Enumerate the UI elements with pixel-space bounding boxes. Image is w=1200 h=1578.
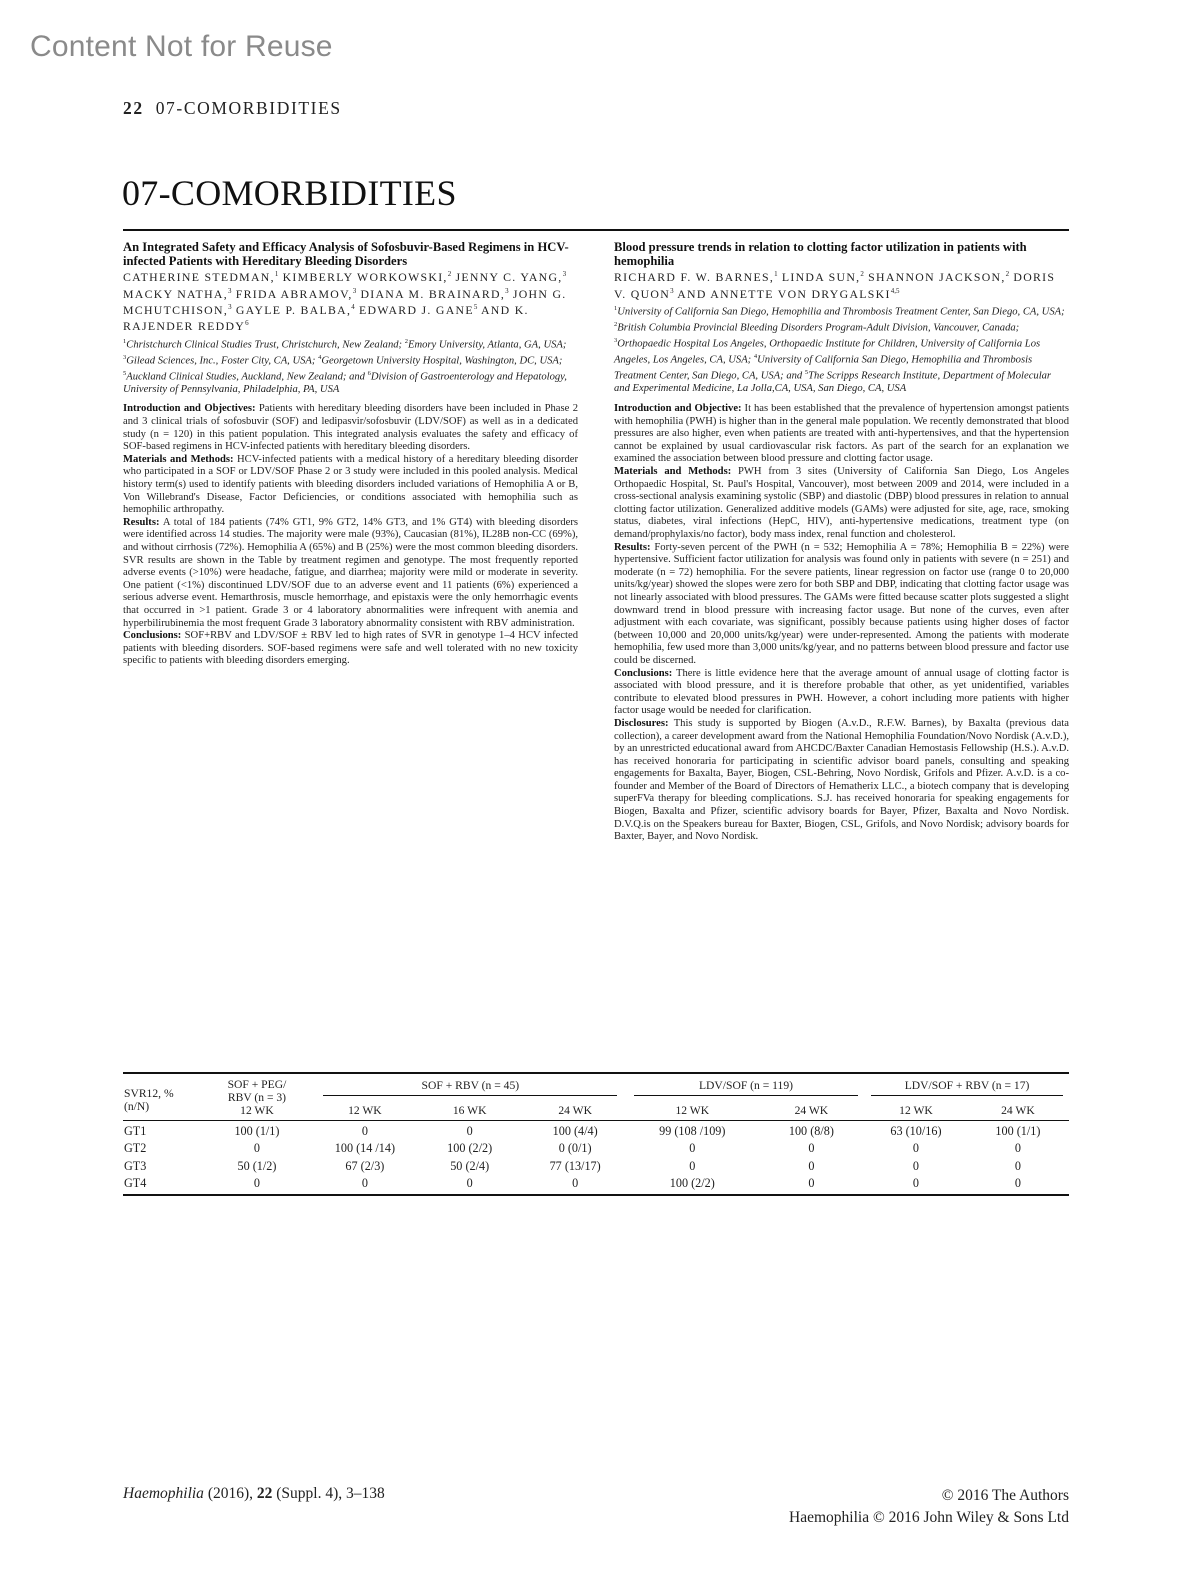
results-table [123,1072,1069,1196]
abstract-authors [614,268,1069,301]
abstract-affiliations [614,303,1069,396]
group-header [865,1074,1069,1096]
table-cell: 63 (10/16) [890,1123,942,1138]
journal-citation [123,1485,385,1503]
author-affil-marker: 6 [245,319,249,328]
affiliation-text: British Columbia Provincial Bleeding Disorders Program-Adult Division, Vancouver, Canada; [617,322,1020,334]
abstract-paragraph [614,668,1069,718]
group-header-label: SOF + RBV (n = 45) [323,1079,617,1096]
table-row [123,1174,1069,1192]
affiliation-marker: 3 [123,353,127,361]
table-cell: 0 [1014,1176,1021,1191]
affiliation-text: Georgetown University Hospital, Washington, DC, USA; [321,355,563,367]
table-cell: 0 (0/1) [558,1141,592,1156]
author-name: DORIS V. QUON [614,270,1056,301]
table-cell: 0 [689,1141,696,1156]
affiliation-text: University of California San Diego, Hemophilia and Thrombosis Treatment Center, San Diego, CA, USA; [617,306,1065,318]
paragraph-label: Introduction and Objective: [614,403,742,415]
table-cell: 0 [808,1141,815,1156]
copyright-publisher: Haemophilia © 2016 John Wiley & Sons Ltd [789,1509,1069,1526]
watermark: Content Not for Reuse [30,30,333,63]
table-cell: 67 (2/3) [345,1158,385,1173]
paragraph-label: Conclusions: [123,630,182,642]
table-cell: 100 (2/2) [447,1141,493,1156]
column-header: 24 WK [558,1104,592,1117]
group-header-label: SOF + PEG/ RBV (n = 3) [227,1078,287,1104]
affiliation-text: Emory University, Atlanta, GA, USA; [408,339,567,351]
paragraph-label: Introduction and Objectives: [123,403,256,415]
rule [314,1191,416,1195]
paragraph-text: PWH from 3 sites (University of California San Diego, Los Angeles Orthopaedic Hospital, St. Paul's Hospital, Vancouver), most between 2009 and 2014, were included in a cross-sectional analysis examining systolic (SBP) and diastolic (DBP) blood pressures in relation to annual clotting factor utilization. Generalized additive models (GAMs) were adjusted for site, age, race, smoking status, diabetes, viral infections (HepC, HIV), anti-hypertensive medications, treatment type (on demand/prophylaxis/no factor), body mass index, renal function and cholesterol. [614,466,1069,540]
author-name: MACKY NATHA, [123,286,228,301]
group-header-label: LDV/SOF (n = 119) [634,1079,858,1096]
table-cell: 50 (2/4) [450,1158,490,1173]
rule [416,1191,523,1195]
table-cell: 0 [361,1176,368,1191]
table-cell: 0 [912,1141,919,1156]
author-affil-marker: 3 [505,286,509,295]
author-name: FRIDA ABRAMOV, [235,286,353,301]
affiliation-marker: 5 [804,369,809,377]
author-affil-marker: 3 [227,286,232,295]
copyright [789,1485,1069,1529]
abstract-right [614,241,1069,844]
affiliation-marker: 6 [367,369,371,377]
group-header [314,1074,627,1096]
affiliation-marker: 1 [614,304,618,312]
citation-pages: (Suppl. 4), 3–138 [272,1485,385,1502]
paragraph-text: This study is supported by Biogen (A.v.D., R.F.W. Barnes), by Baxalta (previous data collection), a career development award from the National Hemophilia Foundation/Novo Nordisk (A.v.D.), by an unrestricted educational award from AHCDC/Baxter Canadian Hemostasis Fellowship (H.S.). A.v.D. has received honoraria for participating in scientific advisor board panels, consulting and speaking engagements for Baxalta, Bayer, Biogen, CSL-Behring, Novo Nordisk, Grifols and Pfizer. A.v.D. is a co-founder and Member of the Board of Directors of Hematherix LLC., a biotech company that is developing superFVa therapy for bleeding complications. S.J. has received honoraria for speaking engagements for Biogen, Baxalta and Pfizer, scientific advisory boards for Bayer, Pfizer, Baxalta and Novo Nordisk. D.V.Q.is on the Speakers bureau for Baxter, Biogen, CSL, Grifols, and Novo Nordisk; advisory boards for Baxter, Bayer, and Novo Nordisk. [614,717,1069,843]
paragraph-label: Materials and Methods: [614,466,732,478]
paragraph-text: Patients with hereditary bleeding disorders have been included in Phase 2 and 3 clinical trials of sofosbuvir (SOF) and ledipasvir/sofosbuvir (LDV/SOF) as well as in a dedicated study (n = 120) in this patient population. This integrated analysis evaluates the safety and efficacy of SOF-based regimens in HCV-infected patients with hereditary bleeding disorders. [123,403,578,453]
author-affil-marker: 1 [774,270,778,279]
affiliation-marker: 1 [123,337,127,345]
affiliation-text: Christchurch Clinical Studies Trust, Christchurch, New Zealand; [126,339,405,351]
abstract-paragraph [123,454,578,517]
affiliation-marker: 4 [753,353,758,361]
table-cell: 0 [1014,1141,1021,1156]
affiliation-text: Auckland Clinical Studies, Auckland, New Zealand; and [126,371,368,383]
author-affil-marker: 3 [562,270,567,279]
abstract-body [123,403,578,667]
author-affil-marker: 2 [447,270,452,279]
rule [200,1191,314,1195]
column-header: 12 WK [899,1104,933,1117]
group-header-label: LDV/SOF + RBV (n = 17) [871,1079,1063,1096]
author-affil-marker: 5 [473,302,478,311]
author-name: GAYLE P. BALBA, [235,302,352,317]
affiliation-marker: 3 [614,337,618,345]
table-cell: 0 [808,1158,815,1173]
svr-results-table [123,1072,1069,1196]
table-cell: 0 [572,1176,579,1191]
affiliation-text: Division of Gastroenterology and Hepatology, University of Pennsylvania, Philadelphia, PA, USA [123,371,567,395]
author-name: DIANA M. BRAINARD, [360,286,506,301]
column-header: 24 WK [1001,1104,1035,1117]
copyright-authors: © 2016 The Authors [941,1487,1069,1504]
abstract-paragraph [614,542,1069,668]
table-row [123,1121,1069,1139]
table-bottom-rule [123,1191,1069,1195]
section-divider [123,229,1069,231]
table-cell: 50 (1/2) [237,1158,277,1173]
table-row [123,1139,1069,1157]
abstract-paragraph [614,466,1069,542]
citation-year: (2016), [203,1485,257,1502]
table-cell: 99 (108 /109) [659,1123,726,1138]
group-header [200,1074,314,1117]
paragraph-label: Materials and Methods: [123,453,234,465]
author-affil-marker: 3 [228,302,232,311]
paragraph-label: Results: [123,516,160,528]
author-affil-marker: 3 [352,286,357,295]
group-header [627,1074,865,1096]
table-cell: 100 (14 /14) [334,1141,396,1156]
author-affil-marker: 2 [860,270,864,279]
rule [523,1191,626,1195]
author-affil-marker: 3 [670,286,674,295]
author-name: AND K. RAJENDER REDDY [123,302,529,334]
paragraph-label: Results: [614,541,651,553]
author-name: EDWARD J. GANE [359,302,474,317]
rule [865,1191,967,1195]
affiliation-marker: 2 [614,320,618,328]
rule [758,1191,865,1195]
table-cell: 0 [808,1176,815,1191]
column-header: 16 WK [452,1104,487,1117]
author-name: SHANNON JACKSON, [868,270,1006,285]
table-cell: 0 [253,1141,260,1156]
table-cell: 100 (2/2) [669,1176,715,1191]
paragraph-text: It has been established that the prevalence of hypertension amongst patients with hemophilia (PWH) is higher than in the general male population. We recently demonstrated that blood pressures are also higher, even when patients are treated with anti-hypertensives, and that the hypertension cannot be explained by usual cardiovascular risk factors. As part of the search for an explanation we examined the association between blood pressure and clotting factor usage. [614,403,1069,465]
table-cell: 100 (8/8) [788,1123,834,1138]
table-cell: 100 (1/1) [995,1123,1041,1138]
table-cell: 0 [466,1123,473,1138]
paragraph-text: HCV-infected patients with a medical history of a hereditary bleeding disorder who participated in a SOF or LDV/SOF Phase 2 or 3 study were included in this pooled analysis. Medical history term(s) used to identify patients with bleeding disorders included variations of Hemophilia A or B, Von Willebrand's Disease, Factor Deficiencies, or conditions associated with hemophilia such as hemophilic arthropathy. [123,453,578,516]
paragraph-text: Forty-seven percent of the PWH (n = 532; Hemophilia A = 78%; Hemophilia B = 22%) were hypertensive. Sufficient factor utilization for analysis was found only in patients with severe (n = 251) and moderate (n = 72) hemophilia. For the severe patients, linear regression on factor use (range 0 to 20,000 units/kg/year) showed the slopes were zero for both SBP and DBP, indicating that clotting factor usage was not linearly associated with blood pressures. The GAMs were fitted because scatter plots suggested a slight downward trend in blood pressure with increasing factor usage. But none of the curves, even after adjustment with each covariate, was significant, possibly because patients using higher doses of factor (between 10,000 and 20,000 units/kg/year) were under-represented. Among the patients with moderate hemophilia, few used more than 3,000 units/kg/year, and no patterns between blood pressure and factor use could be discerned. [614,541,1069,666]
table-cell: 77 (13/17) [549,1158,601,1173]
paragraph-label: Conclusions: [614,667,673,679]
affiliation-text: University of California San Diego, Hemophilia and Thrombosis Treatment Center, San Diego, CA, USA; and [614,354,1033,382]
row-label: GT4 [124,1176,147,1191]
citation-volume: 22 [256,1485,273,1502]
abstract-paragraph [614,403,1069,466]
table-cell: 0 [689,1158,696,1173]
author-affil-marker: 4,5 [890,286,900,295]
author-name: KIMBERLY WORKOWSKI, [282,270,448,285]
table-cell: 100 (1/1) [234,1123,280,1138]
abstract-left [123,241,578,668]
abstract-affiliations [123,336,578,397]
section-title: 07-COMORBIDITIES [122,173,457,213]
affiliation-text: The Scripps Research Institute, Department of Molecular and Experimental Medicine, La Jolla,CA, USA, San Diego, CA, USA [614,370,1052,395]
affiliation-marker: 2 [404,337,408,345]
author-name: LINDA SUN, [781,270,861,285]
column-header: 12 WK [348,1104,382,1117]
abstract-title: Blood pressure trends in relation to clotting factor utilization in patients with hemophilia [614,240,1027,268]
table-row [123,1156,1069,1174]
table-cell: 0 [912,1158,919,1173]
rule [627,1191,758,1195]
running-head-section: 07-COMORBIDITIES [155,98,342,118]
row-label: GT3 [124,1158,147,1173]
author-name: AND ANNETTE VON DRYGALSKI [677,286,891,301]
affiliation-marker: 5 [123,369,127,377]
column-header: 12 WK [240,1104,274,1117]
abstract-paragraph [614,718,1069,844]
table-cell: 0 [361,1123,368,1138]
column-header: 24 WK [794,1104,829,1117]
paragraph-text: SOF+RBV and LDV/SOF ± RBV led to high rates of SVR in genotype 1–4 HCV infected patients with bleeding disorders. SOF-based regimens were safe and well tolerated with no new toxicity specific to patients with bleeding disorders emerging. [123,630,578,667]
row-label: GT2 [124,1141,147,1156]
abstract-paragraph [123,630,578,668]
abstract-body [614,403,1069,844]
abstract-paragraph [123,517,578,630]
rule [967,1191,1069,1195]
table-cell: 0 [912,1176,919,1191]
table-cell: 0 [466,1176,473,1191]
page-number: 22 [123,98,144,118]
paragraph-text: There is little evidence here that the average amount of annual usage of clotting factor is associated with blood pressure, and it is therefore probable that other, as yet unidentified, variables contribute to elevated blood pressures in PWH. However, a cohort including more patients with higher factor usage would be needed for clarification. [614,667,1069,717]
author-name: JOHN G. MCHUTCHISON, [123,286,567,317]
table-header-groups [123,1074,1069,1096]
table-cell: 0 [253,1176,260,1191]
affiliation-text: Orthopaedic Hospital Los Angeles, Orthopaedic Institute for Children, University of California Los Angeles, Los Angeles, CA, USA; [614,338,1041,366]
author-affil-marker: 2 [1005,270,1010,279]
affiliation-marker: 4 [318,353,322,361]
abstract-paragraph [123,403,578,453]
column-header: 12 WK [675,1104,710,1117]
abstract-authors [123,268,578,333]
author-affil-marker: 1 [274,270,279,279]
author-affil-marker: 4 [351,302,355,311]
journal-name: Haemophilia [123,1485,204,1502]
author-name: CATHERINE STEDMAN, [123,270,275,285]
affiliation-text: Gilead Sciences, Inc., Foster City, CA, USA; [126,355,319,367]
abstract-title: An Integrated Safety and Efficacy Analysis of Sofosbuvir-Based Regimens in HCV-infected Patients with Hereditary Bleeding Disorders [123,240,569,268]
running-head [123,98,342,119]
table-cell: 0 [1014,1158,1021,1173]
row-label: GT1 [124,1123,147,1138]
paragraph-text: A total of 184 patients (74% GT1, 9% GT2, 14% GT3, and 1% GT4) with bleeding disorders were identified across 14 studies. The majority were male (93%), Caucasian (81%), IL28B non-CC (69%), and without cirrhosis (72%). Hemophilia A (65%) and B (25%) were the most common bleeding disorders. SVR results are shown in the Table by treatment regimen and genotype. The most frequently reported adverse events (>10%) were headache, fatigue, and diarrhea; majority were mild or moderate in severity. One patient (<1%) discontinued LDV/SOF due to an adverse event and 11 patients (6%) experienced a serious adverse event. Hemarthrosis, muscle hemorrhage, and epistaxis were the only hemorrhagic events that occurred in >1 patient. Grade 3 or 4 laboratory abnormalities were infrequent with anemia and hyperbilirubinemia the most frequent Grade 3 laboratory abnormality consistent with RBV administration. [123,516,578,629]
author-name: RICHARD F. W. BARNES, [614,270,775,285]
table-cell: 100 (4/4) [552,1123,598,1138]
rule [123,1191,200,1195]
paragraph-label: Disclosures: [614,717,669,729]
author-name: JENNY C. YANG, [455,270,563,285]
row-label-header: SVR12, % (n/N) [124,1086,174,1113]
